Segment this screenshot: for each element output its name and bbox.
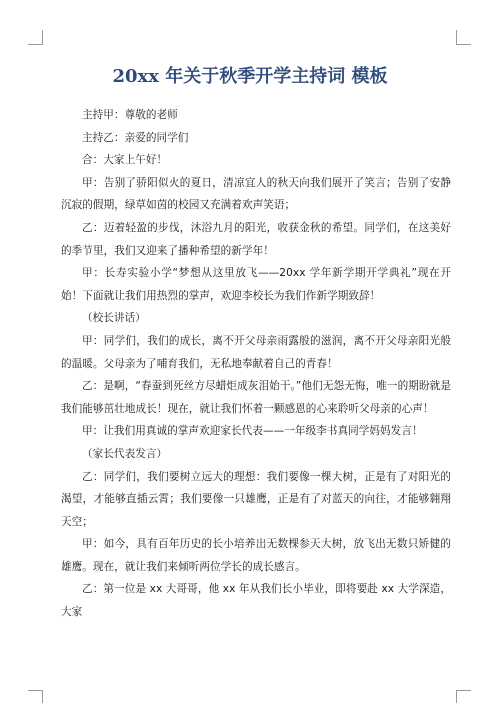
paragraph: 乙：同学们，我们要树立远大的理想：我们要像一棵大树，正是有了对阳光的渴望，才能够直插云霄；我们要像一只雄鹰，正是有了对蓝天的向往，才能够翱翔天空； bbox=[61, 470, 451, 528]
paragraph: 乙：迈着轻盈的步伐，沐浴九月的阳光，收获金秋的希望。同学们，在这美好的季节里，我们又迎来了播种希望的新学年！ bbox=[61, 221, 451, 257]
paragraph-together: 合：大家上午好！ bbox=[82, 154, 168, 167]
document-title: 20xx 年关于秋季开学主持词 模板 bbox=[112, 66, 388, 87]
stage-direction-principal-speech: （校长讲话） bbox=[82, 312, 146, 325]
paragraph: 甲：长寿实验小学“梦想从这里放飞——20xx 学年新学期开学典礼”现在开始！下面就让我们用热烈的掌声，欢迎李校长为我们作新学期致辞！ bbox=[61, 267, 451, 302]
paragraph: 乙：是啊，“春蚕到死丝方尽蜡炬成灰泪始干。”他们无怨无悔，唯一的期盼就是我们能够茁壮地成长！现在，就让我们怀着一颗感恩的心来聆听父母亲的心声！ bbox=[61, 380, 451, 415]
paragraph-host-b-greeting: 主持乙：亲爱的同学们 bbox=[82, 131, 189, 144]
crop-mark-top-right bbox=[456, 30, 471, 45]
paragraph: 乙：第一位是 xx 大哥哥，他 xx 年从我们长小毕业，即将要赴 xx 大学深造，大家 bbox=[61, 583, 451, 619]
paragraph-host-a-greeting: 主持甲：尊敬的老师 bbox=[82, 109, 178, 121]
paragraph: 甲：告别了骄阳似火的夏日，清凉宜人的秋天向我们展开了笑言；告别了安静沉寂的假期，绿草如茵的校园又充满着欢声笑语； bbox=[61, 176, 451, 212]
crop-mark-bottom-left bbox=[28, 690, 43, 703]
paragraph: 甲：让我们用真诚的掌声欢迎家长代表——一年级李书真同学妈妈发言！ bbox=[82, 425, 423, 438]
document-body bbox=[61, 104, 451, 624]
paragraph: 甲：同学们，我们的成长，离不开父母亲雨露般的滋润，离不开父母亲阳光般的温暖。父母亲为了哺育我们，无私地奉献着自己的青春！ bbox=[61, 334, 451, 370]
paragraph: 甲：如今，具有百年历史的长小培养出无数棵参天大树，放飞出无数只矫健的雄鹰。现在，就让我们来倾听两位学长的成长感言。 bbox=[61, 538, 451, 573]
crop-mark-top-left bbox=[28, 30, 43, 45]
stage-direction-parent-speech: （家长代表发言） bbox=[82, 447, 168, 460]
crop-mark-bottom-right bbox=[456, 690, 471, 703]
